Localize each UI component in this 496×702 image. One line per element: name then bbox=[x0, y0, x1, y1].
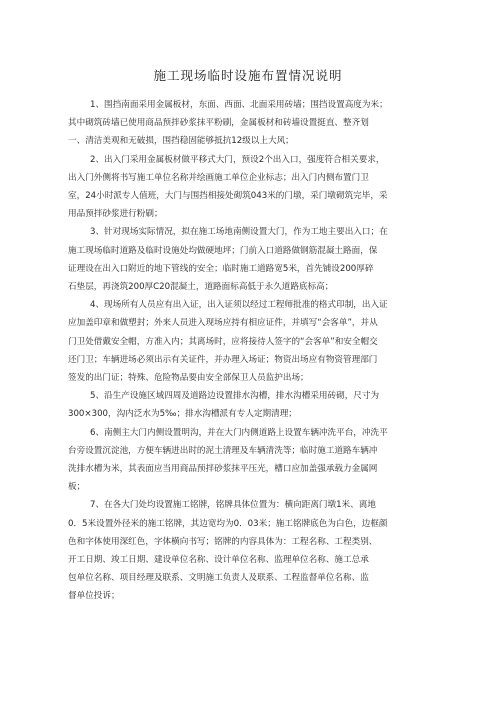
paragraph-line: 3、针对现场实际情况，拟在施工场地南侧设置大门，作为工地主要出入口；在 bbox=[90, 227, 388, 238]
paragraph-line: 用品预拌砂浆进行粉刷； bbox=[68, 209, 163, 220]
paragraph-line: 施工现场临时道路及临时设施处均做硬地坪；门前入口道路做钢筋混凝土路面，保 bbox=[68, 245, 378, 256]
paragraph-7 bbox=[68, 496, 442, 605]
paragraph-4 bbox=[68, 296, 442, 387]
paragraph-2 bbox=[68, 151, 442, 224]
paragraph-line: 台旁设置沉淀池，方便车辆进出时的泥土清理及车辆清洗等；临时施工道路车辆冲 bbox=[68, 445, 378, 456]
paragraph-line: 还门卫；车辆进场必须出示有关证件，并办理入场证；物资出场应有物资管理部门 bbox=[68, 354, 378, 365]
paragraph-line: 4、现场所有人员应有出入证，出入证须以经过工程师批准的格式印制，出入证 bbox=[90, 300, 388, 311]
paragraph-line: 其中砌筑砖墙已使用商品预拌砂浆抹平粉刷，金属板材和砖墙设置挺直、整齐划 bbox=[68, 118, 369, 129]
paragraph-line: 签发的出门证；特殊、危险物品要由安全部保卫人员监护出场； bbox=[68, 373, 309, 384]
paragraph-line: 督单位投诉； bbox=[68, 591, 120, 602]
paragraph-line: 300×300，沟内泛水为5‰；排水沟槽派有专人定期清理； bbox=[68, 409, 297, 420]
paragraph-line: 开工日期、竣工日期、建设单位名称、设计单位名称、监理单位名称、施工总承 bbox=[68, 555, 369, 566]
paragraph-line: 1、围挡南面采用金属板材，东面、西面、北面采用砖墙；围挡设置高度为米； bbox=[90, 100, 388, 110]
paragraph-line: 室，24小时派专人值班，大门与围挡相接处砌筑043米的门墩，采门墩砌筑完毕，采 bbox=[68, 191, 388, 202]
paragraph-1 bbox=[68, 96, 442, 151]
paragraph-line: 洗排水槽为米，其表面应当用商品预拌砂浆抹平压光，槽口应加盖强承载力金属网 bbox=[68, 464, 378, 475]
paragraph-6 bbox=[68, 424, 442, 497]
paragraph-line: 包单位名称、项目经理及联系、文明施工负责人及联系、工程监督单位名称、监 bbox=[68, 573, 369, 584]
paragraph-line: 证理设在出入口附近的地下管线的安全；临时施工道路宽5米，首先铺设200厚碎 bbox=[68, 263, 374, 274]
document-title: 施工现场临时设施布置情况说明 bbox=[153, 68, 343, 83]
paragraph-3 bbox=[68, 223, 442, 296]
paragraph-line: 5、沿生产设施区域四周及道路边设置排水沟槽，排水沟槽采用砖砌，尺寸为 bbox=[90, 391, 380, 402]
paragraph-line: 门卫处借戴安全帽，方准入内；其离场时，应将接待人签字的“会客单”和安全帽交 bbox=[68, 336, 378, 347]
paragraph-line: 石垫层，再浇筑200厚C20混凝土，道路面标高低于永久道路底标高； bbox=[68, 282, 334, 293]
document-body bbox=[68, 96, 442, 606]
paragraph-line: 应加盖印章和做塑封；外来人员进入现场应持有相应证件，并填写“会客单”，并从 bbox=[68, 318, 378, 329]
paragraph-line: 0．5米设置外径米的施工铭牌，其边宽均为0．03米；施工铭牌底色为白色，边框颜 bbox=[68, 518, 388, 529]
paragraph-line: 出入门外侧将书写施工单位名称并绘画施工单位企业标志；出入门内侧布置门卫 bbox=[68, 172, 369, 183]
paragraph-line: 板； bbox=[68, 482, 86, 493]
paragraph-line: 色和字体使用深红色，字体横向书写；铭牌的内容具体为：工程名称、工程类别、 bbox=[68, 536, 378, 547]
paragraph-line: 6、南侧主大门内侧设置明沟，并在大门内侧道路上设置车辆冲洗平台，冲洗平 bbox=[90, 427, 388, 438]
paragraph-line: 2、出入门采用金属板材做平移式大门，预设2个出入口，强度符合相关要求， bbox=[90, 154, 385, 165]
paragraph-5 bbox=[68, 387, 442, 423]
paragraph-line: 7、在各大门处均设置施工铭牌，铭牌具体位置为：横向距离门墩1米、离地 bbox=[90, 500, 376, 511]
paragraph-line: 一、清洁美观和无破损，围挡稳固能够抵抗12级以上大风； bbox=[68, 136, 294, 147]
